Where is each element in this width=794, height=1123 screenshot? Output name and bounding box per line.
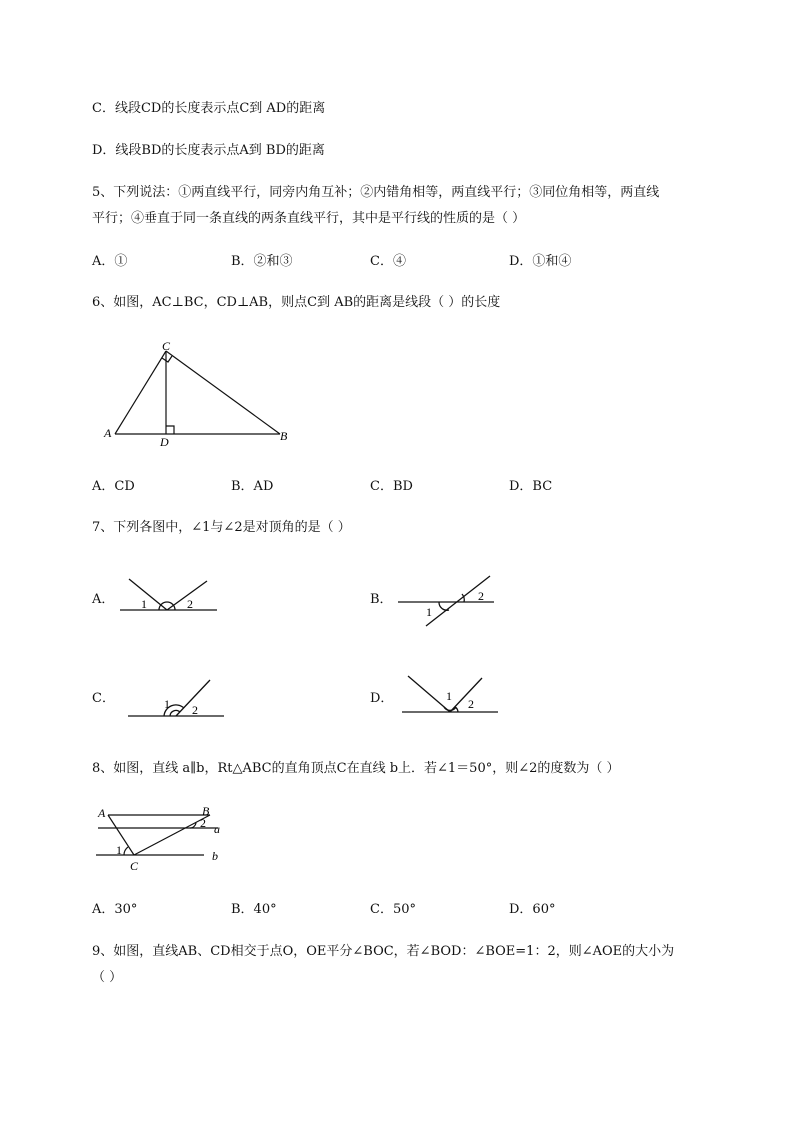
q8-option-a: A．30° (92, 902, 138, 917)
q7-figure-b (394, 572, 498, 628)
q7d-angle-2: 2 (468, 697, 474, 711)
q7a-angle-2: 2 (187, 597, 193, 611)
q5-option-a: A．① (92, 254, 128, 269)
q6-right-angle-c (162, 356, 172, 362)
q6-segment-cb (166, 351, 280, 434)
q6-option-a: A．CD (92, 479, 135, 494)
q5-stem-line2: 平行；④垂直于同一条直线的两条直线平行，其中是平行线的性质的是（ ） (92, 211, 526, 226)
q8-label-c-point: C (130, 859, 139, 873)
q6-stem: 6、如图，AC⊥BC，CD⊥AB，则点C到 AB的距离是线段（ ）的长度 (92, 295, 501, 310)
q7c-angle-1: 1 (164, 697, 170, 711)
q7-option-b: B． (370, 592, 393, 607)
q8-segment-bc (134, 815, 210, 855)
q7d-angle-1: 1 (446, 689, 452, 703)
q6-label-c: C (162, 339, 171, 353)
q6-triangle-figure (98, 336, 298, 452)
q6-right-angle-d (166, 426, 174, 434)
q6-segment-ac (115, 351, 166, 434)
q4-option-c: C．线段CD的长度表示点C到 AD的距离 (92, 101, 326, 116)
q8-label-b-point: B (202, 804, 210, 818)
q9-stem-line2: （ ） (92, 970, 123, 985)
q7a-angle-1: 1 (141, 597, 147, 611)
q6-label-d: D (160, 435, 169, 449)
q8-stem: 8、如图，直线 a∥b，Rt△ABC的直角顶点C在直线 b上．若∠1＝50°，则∠2的度数为（ ） (92, 761, 620, 776)
q5-option-d: D．①和④ (509, 254, 572, 269)
q4-option-d: D．线段BD的长度表示点A到 BD的距离 (92, 143, 325, 158)
q8-option-b: B．40° (231, 902, 277, 917)
q8-label-line-b: b (212, 849, 218, 863)
q7-stem: 7、下列各图中，∠1与∠2是对顶角的是（ ） (92, 520, 351, 535)
q8-angle-1: 1 (116, 843, 122, 857)
q7-figure-c (124, 676, 228, 720)
q8-option-c: C．50° (370, 902, 416, 917)
q7-figure-a (115, 574, 225, 619)
q8-label-line-a: a (214, 822, 220, 836)
q6-option-d: D．BC (509, 479, 553, 494)
q7c-angle-2: 2 (192, 703, 198, 717)
q8-label-a-point: A (98, 806, 106, 820)
q6-label-a: A (104, 426, 112, 440)
q7-option-a: A． (92, 592, 115, 607)
q7b-angle-1: 1 (426, 605, 432, 619)
q7b-angle-2: 2 (478, 589, 484, 603)
q6-option-b: B．AD (231, 479, 274, 494)
q7-option-c: C． (92, 691, 115, 706)
q5-option-c: C．④ (370, 254, 406, 269)
q8-option-d: D．60° (509, 902, 556, 917)
q5-option-b: B．②和③ (231, 254, 293, 269)
q7-figure-d (398, 672, 502, 716)
q8-angle-2: 2 (200, 816, 206, 830)
q8-parallel-lines-figure (92, 803, 232, 875)
q7-option-d: D． (370, 691, 394, 706)
q6-label-b: B (280, 429, 288, 443)
q6-option-c: C．BD (370, 479, 413, 494)
q5-stem-line1: 5、下列说法：①两直线平行，同旁内角互补；②内错角相等，两直线平行；③同位角相等，两直线 (92, 185, 660, 200)
q9-stem-line1: 9、如图，直线AB、CD相交于点O，OE平分∠BOC，若∠BOD：∠BOE=1：2，则∠AOE的大小为 (92, 944, 675, 959)
